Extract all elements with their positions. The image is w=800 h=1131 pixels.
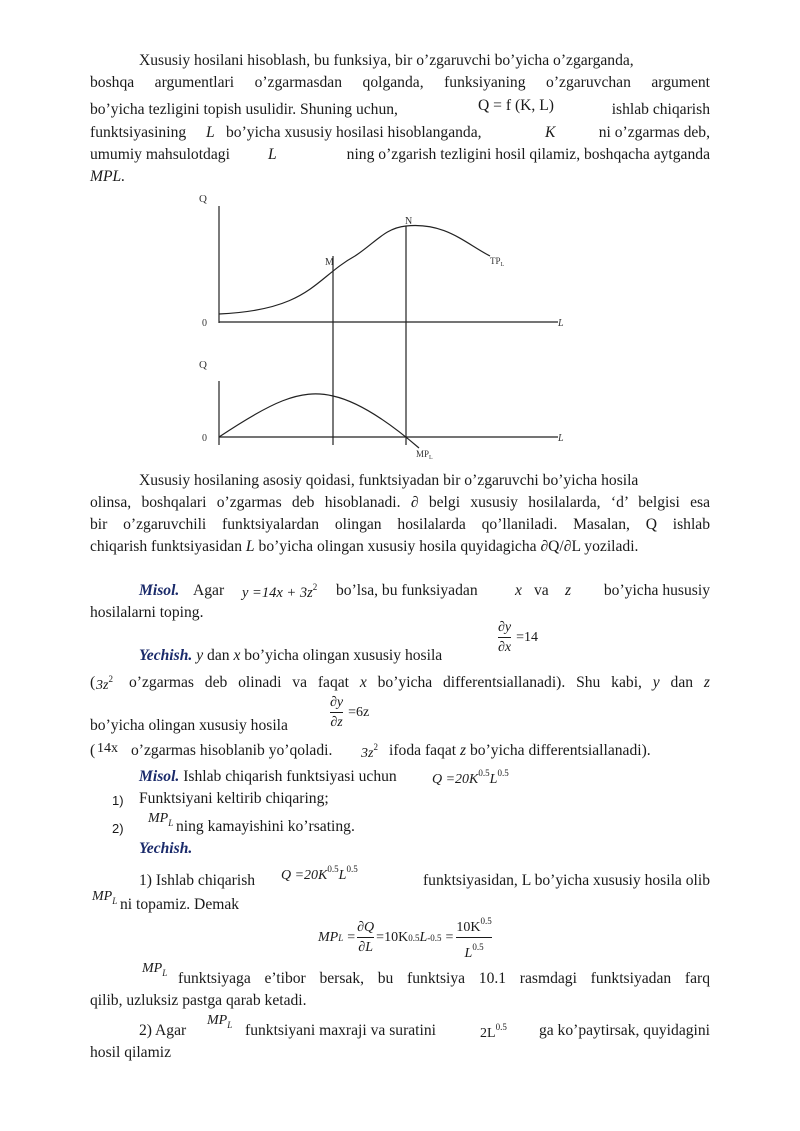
eq-mp-sub: L bbox=[338, 932, 344, 943]
sol2-exp2: 0.5 bbox=[346, 864, 358, 874]
dy-dz-result: =6z bbox=[348, 704, 370, 720]
sol2-s2-b: funktsiyani maxraji va suratini bbox=[245, 1022, 436, 1039]
var-L-3: L bbox=[245, 538, 255, 555]
example1-var-z: z bbox=[565, 582, 572, 599]
intro-line-1: Xususiy hosilani hisoblash, bu funksiya, bir o’zgaruvchi bo’yicha o’zgarganda, bbox=[139, 52, 634, 69]
eq-num: 10K bbox=[456, 920, 481, 935]
example1-formula-exp: 2 bbox=[312, 582, 318, 592]
sol2-mpl bbox=[92, 886, 117, 912]
example1-line-2: hosilalarni toping. bbox=[90, 604, 204, 621]
para2-line-4a: chiqarish funktsiyasidan bbox=[90, 538, 243, 555]
example1-text-b: bo’yicha hususiy bbox=[603, 582, 710, 599]
tp-mp-figure bbox=[190, 188, 590, 463]
top-origin-label: 0 bbox=[202, 318, 207, 329]
intro-line-2: boshqa argumentlari o’zgarmasdan qolganda, funksiyaning o’zgaruvchan argument bbox=[90, 74, 710, 91]
sol1-3z-exp-b: 2 bbox=[373, 742, 378, 752]
sol2-mp: MP bbox=[92, 889, 113, 904]
sol2-p2-b: qilib, uzluksiz pastga qarab ketadi. bbox=[90, 992, 307, 1009]
eq-den: L bbox=[464, 946, 473, 961]
sol1-dan: dan bbox=[207, 647, 230, 664]
eq-dL: ∂L bbox=[358, 940, 374, 955]
production-function-formula: Q = f (K, L) bbox=[478, 97, 554, 114]
example1-text-a: bo’lsa, bu funksiyadan bbox=[336, 582, 478, 599]
intro-line-3b: ishlab chiqarish bbox=[611, 101, 710, 118]
sol1-text-a: bo’yicha olingan xususiy hosila bbox=[244, 647, 443, 664]
sol1-line-4 bbox=[389, 740, 651, 762]
sol2-p2-a: funktsiyaga e’tibor bersak, bu funktsiya 10.1 rasmdagi funktsiyadan farq bbox=[178, 970, 710, 987]
sol1-x: x bbox=[233, 647, 241, 664]
mp-label-text: MP bbox=[416, 449, 430, 459]
var-K: K bbox=[545, 124, 556, 141]
item2-mp: MP bbox=[148, 811, 169, 826]
item2-mp-sub: L bbox=[168, 818, 174, 828]
tp-curve bbox=[219, 226, 490, 314]
mp-label-sub: L bbox=[429, 455, 433, 461]
example2-heading: Misol. bbox=[139, 768, 180, 785]
mp-curve bbox=[219, 394, 419, 448]
eq-dQ: ∂Q bbox=[357, 920, 375, 935]
solution1-line-1 bbox=[139, 645, 442, 667]
example2-exp1: 0.5 bbox=[478, 768, 490, 778]
item1-text: Funktsiyani keltirib chiqaring; bbox=[139, 790, 329, 807]
s2-2L bbox=[480, 1016, 507, 1045]
item2-number: 2) bbox=[112, 821, 124, 836]
example2-text: Ishlab chiqarish funktsiyasi uchun bbox=[183, 768, 397, 785]
sol1-x2: x bbox=[359, 674, 367, 691]
sol1-3z2-b bbox=[361, 736, 378, 765]
example2-exp2: 0.5 bbox=[497, 768, 509, 778]
sol1-open-paren: ( bbox=[90, 674, 96, 691]
sol2-formula-main: Q =20K bbox=[281, 868, 328, 883]
sol1-3z-b: 3z bbox=[361, 746, 374, 761]
sol1-dan2: dan bbox=[670, 674, 694, 691]
bottom-origin-label: 0 bbox=[202, 433, 207, 444]
point-n-label: N bbox=[405, 216, 413, 227]
sol1-3z-exp: 2 bbox=[108, 674, 113, 684]
dy-dx-result: =14 bbox=[516, 629, 539, 645]
intro-line-5a: umumiy mahsulotdagi bbox=[90, 146, 230, 163]
p2-mp: MP bbox=[142, 961, 163, 976]
example2-solution-heading: Yechish. bbox=[139, 840, 193, 857]
mp-curve-label bbox=[416, 449, 433, 461]
eq-mid: =10K bbox=[376, 929, 409, 945]
s2-2L-term: 2L bbox=[480, 1026, 496, 1041]
sol2-L: L bbox=[338, 868, 347, 883]
tp-label-text: TP bbox=[490, 256, 501, 266]
sol1-text-g: bo’yicha differentsiallanadi). bbox=[470, 742, 651, 759]
sol1-z2: z bbox=[460, 742, 467, 759]
sol1-text-d: bo’yicha olingan xususiy hosila bbox=[90, 717, 288, 734]
sol1-text-f: ifoda faqat bbox=[389, 742, 457, 759]
para2-line-3: bir o’zgaruvchili funktsiyalardan olingan hosilalarda qo’llaniladi. Masalan, Q ishlab bbox=[90, 516, 710, 533]
sol1-3z: 3z bbox=[96, 678, 109, 693]
para2-line-2: olinsa, boshqalari o’zgarmas deb hisoblanadi. ∂ belgi xususiy hosilalarda, ‘d’ belgisi esa bbox=[90, 494, 710, 511]
sol1-3z2 bbox=[96, 668, 113, 697]
sol2-mp-sub: L bbox=[112, 896, 118, 906]
sol1-text-b: o’zgarmas deb olinadi va faqat bbox=[129, 674, 349, 691]
point-m-label: M bbox=[325, 257, 334, 268]
eq-den-exp: 0.5 bbox=[472, 942, 484, 952]
example1-agar: Agar bbox=[193, 582, 225, 599]
example1-var-x: x bbox=[515, 582, 522, 599]
example2-formula bbox=[432, 762, 509, 791]
eq-mid-exp2: -0.5 bbox=[427, 932, 442, 943]
sol1-text-c: bo’yicha differentsiallanadi). Shu kabi, bbox=[377, 674, 642, 691]
sol2-formula bbox=[281, 858, 358, 887]
s2-2L-exp: 0.5 bbox=[495, 1022, 507, 1032]
example2-formula-main: Q =20K bbox=[432, 772, 479, 787]
bottom-x-label: L bbox=[558, 433, 564, 444]
s2-mpl bbox=[207, 1010, 232, 1036]
example2-L: L bbox=[489, 772, 498, 787]
bottom-y-label: Q bbox=[199, 359, 207, 371]
sol2-s2-a: 2) Agar bbox=[139, 1022, 187, 1039]
dz-denominator: ∂z bbox=[330, 715, 343, 730]
eq-equals-2: = bbox=[445, 929, 454, 945]
intro-line-4b: bo’yicha xususiy hosilasi hisoblanganda, bbox=[226, 124, 482, 141]
s2-mp-sub: L bbox=[227, 1020, 233, 1030]
para2-line-1: Xususiy hosilaning asosiy qoidasi, funktsiyadan bir o’zgaruvchi bo’yicha hosila bbox=[139, 472, 639, 489]
intro-line-4a: funktsiyasining bbox=[90, 124, 187, 141]
eq-equals-1: = bbox=[347, 929, 356, 945]
sol1-y: y bbox=[196, 647, 204, 664]
example1-heading: Misol. bbox=[139, 582, 180, 599]
mpl-derivative-equation bbox=[318, 912, 492, 963]
sol2-s1-c: ni topamiz. Demak bbox=[120, 896, 240, 913]
sol2-s1-b: funktsiyasidan, L bo’yicha xususiy hosila olib bbox=[422, 872, 710, 889]
example1-text-va: va bbox=[534, 582, 549, 599]
intro-line-3a: bo’yicha tezligini topish usulidir. Shuning uchun, bbox=[90, 101, 398, 118]
dx-denominator: ∂x bbox=[498, 640, 512, 655]
tp-curve-label bbox=[490, 256, 505, 268]
sol2-exp1: 0.5 bbox=[327, 864, 339, 874]
sol1-open-paren-2: ( bbox=[90, 742, 96, 759]
dy-numerator: ∂y bbox=[498, 620, 512, 635]
intro-line-4c: ni o’zgarmas deb, bbox=[598, 124, 710, 141]
para2-line-4 bbox=[90, 536, 638, 558]
tp-label-sub: L bbox=[500, 262, 505, 268]
eq-num-exp: 0.5 bbox=[480, 916, 492, 926]
intro-line-6: MPL. bbox=[90, 168, 126, 185]
top-x-label: L bbox=[558, 318, 564, 329]
top-y-label: Q bbox=[199, 193, 207, 205]
var-L: L bbox=[206, 124, 215, 141]
item2-text: ning kamayishini ko’rsating. bbox=[176, 818, 355, 835]
intro-line-5b: ning o’zgarish tezligini hosil qilamiz, boshqacha aytganda bbox=[346, 146, 710, 163]
para2-line-4b: bo’yicha olingan xususiy hosila quyidagicha ∂Q/∂L yoziladi. bbox=[258, 538, 639, 555]
sol2-s2-c: ga ko’paytirsak, quyidagini bbox=[538, 1022, 710, 1039]
s2-mp: MP bbox=[207, 1013, 228, 1028]
sol1-line-2 bbox=[129, 672, 710, 694]
eq-mid-exp1: 0.5 bbox=[408, 932, 420, 943]
sol1-y2: y bbox=[652, 674, 660, 691]
sol2-s1-a: 1) Ishlab chiqarish bbox=[139, 872, 256, 889]
var-L-2: L bbox=[268, 146, 277, 163]
eq-mid-L: L bbox=[419, 929, 428, 945]
example1-formula bbox=[242, 576, 317, 604]
dy-dz-formula bbox=[330, 693, 369, 732]
p2-mp-sub: L bbox=[162, 968, 168, 978]
eq-mp: MP bbox=[318, 929, 339, 945]
sol1-14x: 14x bbox=[97, 741, 118, 756]
sol2-s2-d: hosil qilamiz bbox=[90, 1044, 171, 1061]
solution1-heading: Yechish. bbox=[139, 647, 193, 664]
dy-dx-formula bbox=[498, 618, 538, 657]
dy-numerator-2: ∂y bbox=[330, 695, 344, 710]
p2-mpl bbox=[142, 958, 167, 984]
example2-line bbox=[139, 766, 397, 788]
sol1-z: z bbox=[703, 674, 710, 691]
item2-mpl bbox=[148, 808, 173, 834]
sol1-text-e: o’zgarmas hisoblanib yo’qoladi. bbox=[131, 742, 333, 759]
example1-formula-lhs: y =14x + 3z bbox=[242, 585, 313, 601]
item1-number: 1) bbox=[112, 793, 124, 808]
